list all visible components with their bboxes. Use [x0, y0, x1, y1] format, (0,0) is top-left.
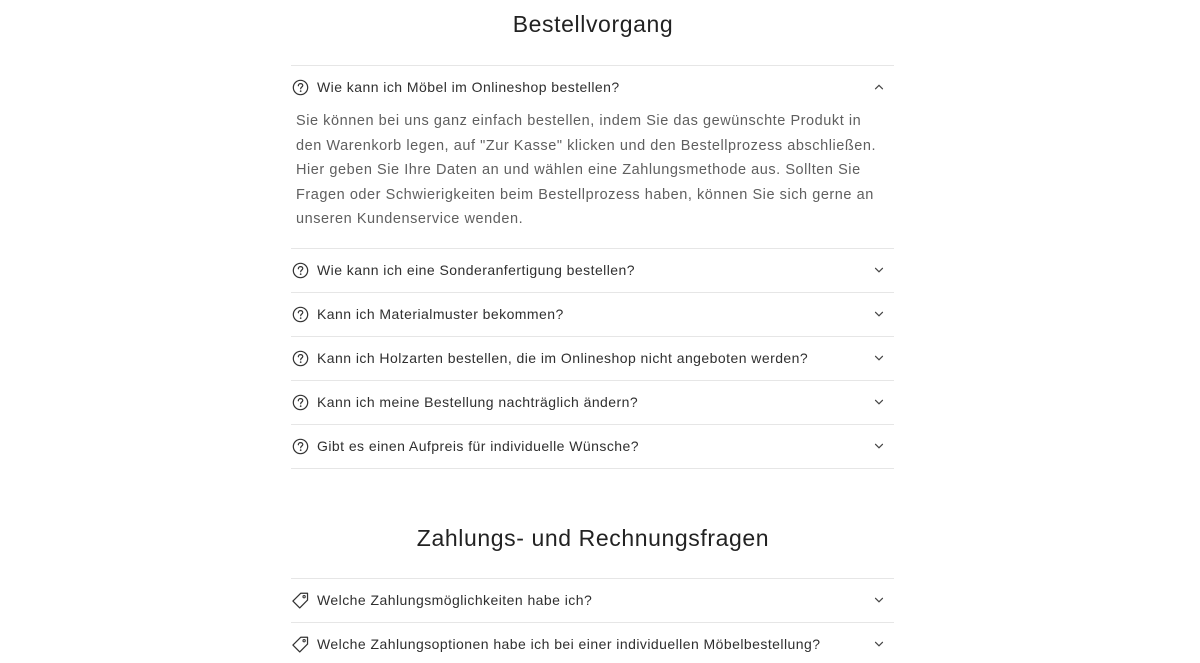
- price-tag-icon: [291, 635, 310, 654]
- faq-question: Wie kann ich Möbel im Onlineshop bestellen?: [317, 79, 620, 95]
- chevron-down-icon: [874, 640, 884, 648]
- faq-question-toggle[interactable]: [291, 425, 894, 468]
- faq-question: Kann ich meine Bestellung nachträglich ändern?: [317, 393, 639, 410]
- faq-item: [291, 248, 894, 292]
- faq-item: [291, 292, 894, 336]
- price-tag-icon: [291, 591, 310, 610]
- question-circle-icon: [292, 438, 309, 455]
- question-circle-icon: [292, 306, 309, 323]
- chevron-down-icon: [874, 354, 884, 362]
- faq-item: [291, 65, 894, 248]
- chevron-down-icon: [874, 398, 884, 406]
- faq-item: [291, 622, 894, 663]
- question-circle-icon: [292, 350, 309, 367]
- faq-question: Kann ich Materialmuster bekommen?: [317, 305, 564, 322]
- faq-item: [291, 380, 894, 424]
- faq-list: [291, 578, 894, 663]
- faq-question: Wie kann ich eine Sonderanfertigung bestellen?: [317, 261, 636, 278]
- faq-question-toggle[interactable]: [291, 381, 894, 424]
- chevron-down-icon: [874, 310, 884, 318]
- faq-question-toggle[interactable]: [291, 623, 894, 663]
- section-title: Bestellvorgang: [512, 11, 674, 37]
- question-circle-icon: [292, 79, 309, 96]
- section-title: Zahlungs- und Rechnungsfragen: [416, 525, 770, 551]
- faq-question-toggle[interactable]: [291, 337, 894, 380]
- faq-list: [291, 65, 894, 469]
- faq-item: [291, 336, 894, 380]
- question-circle-icon: [292, 262, 309, 279]
- faq-question: Welche Zahlungsmöglichkeiten habe ich?: [317, 592, 593, 608]
- chevron-down-icon: [874, 266, 884, 274]
- faq-answer: Sie können bei uns ganz einfach bestellen, indem Sie das gewünschte Produkt in den Warenkorb legen, auf "Zur Kasse" klicken und den Bestellprozess abschließen. Hier geben Sie Ihre Daten an und wählen eine Zahlungsmethode aus. Sollten Sie Fragen oder Schwierigkeiten beim Bestellprozess haben, können Sie sich gerne an unseren Kundenservice wenden.: [296, 113, 877, 228]
- faq-item: [291, 424, 894, 469]
- faq-item: [291, 578, 894, 622]
- faq-question-toggle[interactable]: [291, 249, 894, 292]
- chevron-up-icon: [874, 83, 884, 91]
- question-circle-icon: [292, 394, 309, 411]
- faq-question-toggle[interactable]: [291, 579, 894, 622]
- faq-question: Welche Zahlungsoptionen habe ich bei einer individuellen Möbelbestellung?: [317, 636, 821, 652]
- faq-question-toggle[interactable]: [291, 293, 894, 336]
- faq-question: Gibt es einen Aufpreis für individuelle Wünsche?: [317, 437, 639, 454]
- chevron-down-icon: [874, 442, 884, 450]
- faq-question-toggle[interactable]: [291, 66, 894, 109]
- faq-question: Kann ich Holzarten bestellen, die im Onlineshop nicht angeboten werden?: [317, 349, 809, 366]
- chevron-down-icon: [874, 596, 884, 604]
